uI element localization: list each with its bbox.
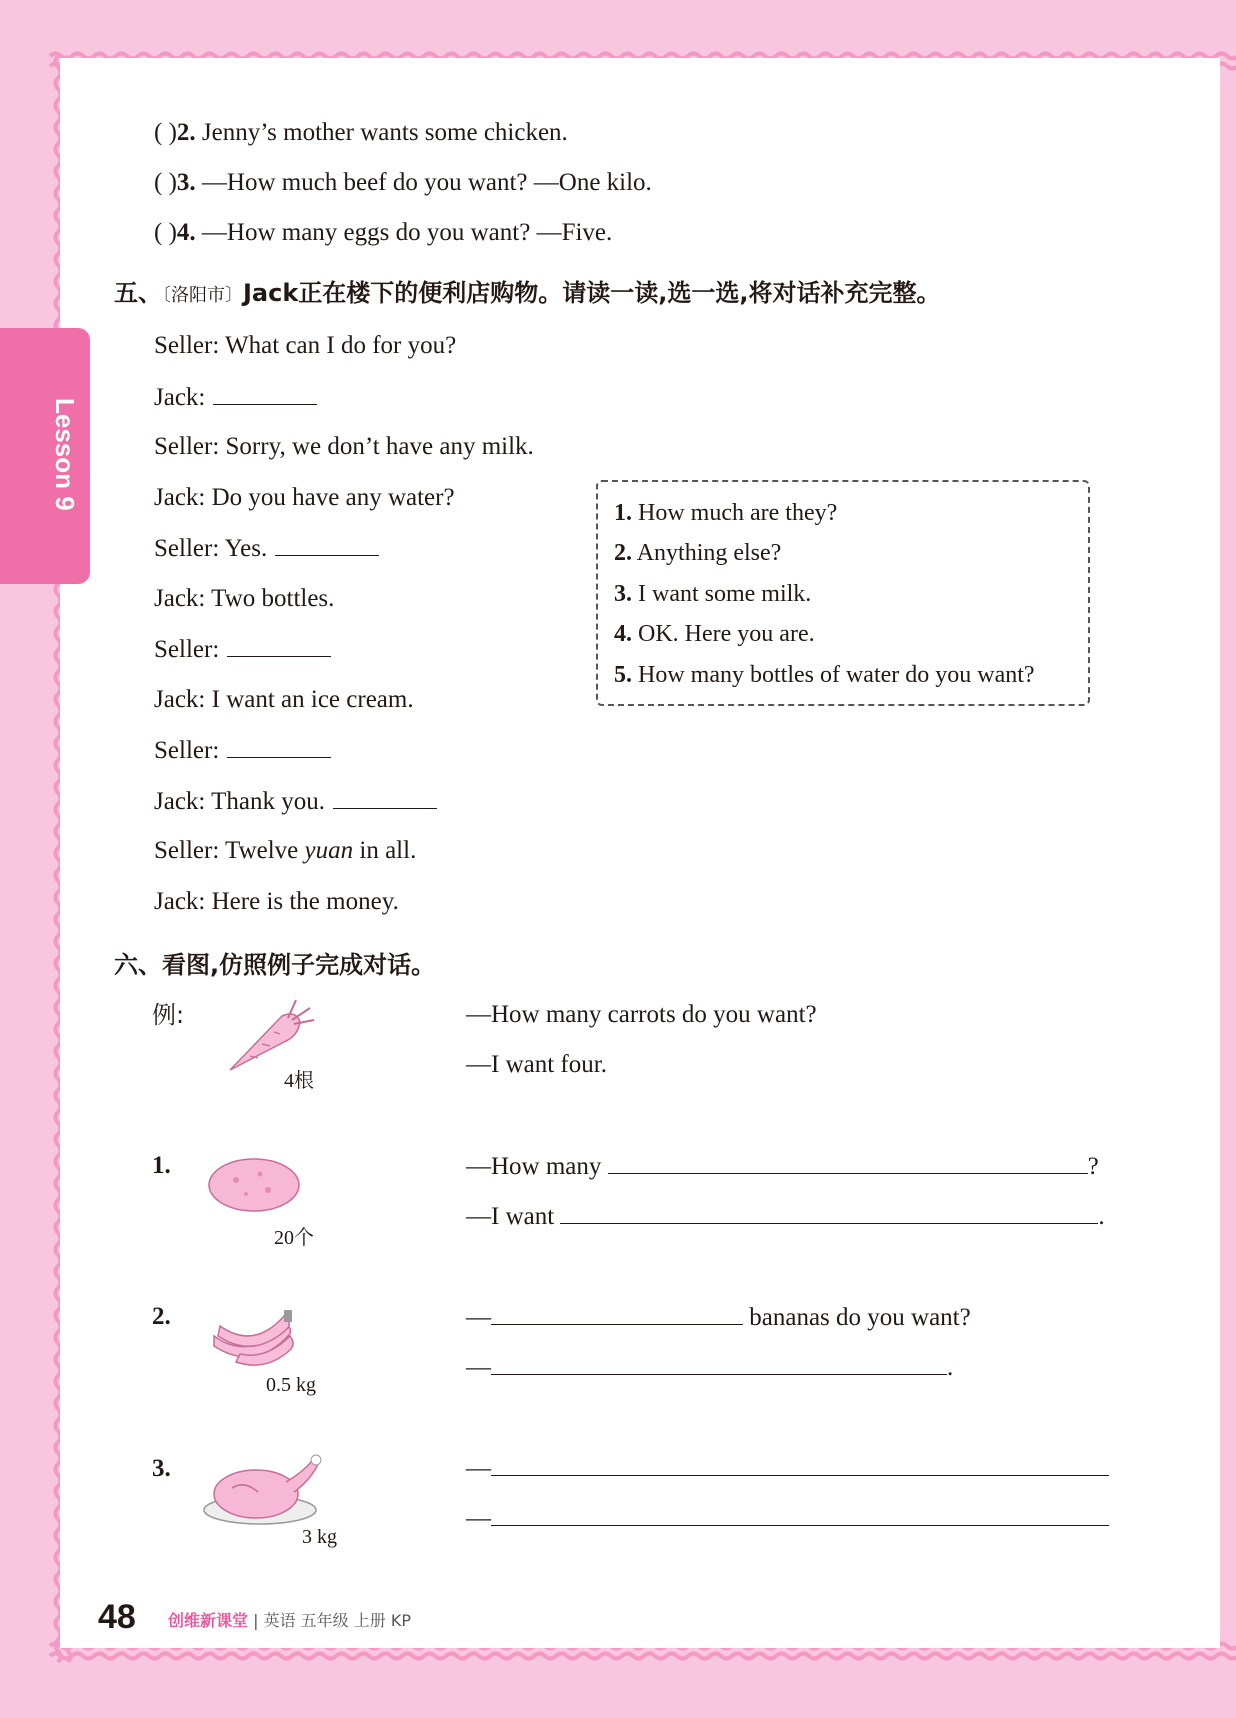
item-3-number: 3. bbox=[152, 1455, 171, 1482]
item-2-question: — bananas do you want? bbox=[466, 1304, 971, 1331]
judge-item-3: ( )3. —How much beef do you want? —One kilo. bbox=[154, 169, 652, 196]
item-2-quantity: 0.5 kg bbox=[266, 1374, 316, 1396]
judge-item-4: ( )4. —How many eggs do you want? —Five. bbox=[154, 219, 613, 246]
example-question: —How many carrots do you want? bbox=[466, 1001, 817, 1028]
answer-blank[interactable] bbox=[275, 533, 379, 556]
item-1-answer: —I want . bbox=[466, 1203, 1105, 1230]
item-3-question: — bbox=[466, 1453, 1109, 1484]
answer-parentheses[interactable]: ( ) bbox=[154, 219, 177, 246]
page-number: 48 bbox=[98, 1598, 136, 1636]
item-1-question: —How many ? bbox=[466, 1153, 1099, 1180]
dialogue-line: Seller: Twelve yuan in all. bbox=[154, 837, 417, 864]
answer-blank[interactable] bbox=[491, 1302, 743, 1325]
example-label: 例: bbox=[152, 1001, 185, 1029]
source-tag: 〔洛阳市〕 bbox=[162, 285, 243, 306]
dialogue-line: Jack: Thank you. bbox=[154, 786, 437, 817]
item-3-quantity: 3 kg bbox=[302, 1526, 337, 1548]
option-3: 3. I want some milk. bbox=[614, 581, 812, 607]
answer-blank[interactable] bbox=[213, 382, 317, 405]
dialogue-line: Seller: bbox=[154, 735, 331, 766]
item-2-answer: — . bbox=[466, 1354, 954, 1381]
dialogue-line: Seller: Yes. bbox=[154, 533, 379, 564]
section-6-heading: 六、看图,仿照例子完成对话。 bbox=[114, 951, 436, 979]
option-1: 1. How much are they? bbox=[614, 500, 838, 526]
lesson-tab-label bbox=[49, 398, 80, 428]
footer-info: 创维新课堂 | 英语 五年级 上册 KP bbox=[168, 1611, 411, 1630]
item-3-answer: — bbox=[466, 1503, 1109, 1534]
item-1-number: 1. bbox=[152, 1152, 171, 1179]
judge-item-2: ( )2. Jenny’s mother wants some chicken. bbox=[154, 119, 568, 146]
answer-parentheses[interactable]: ( ) bbox=[154, 119, 177, 146]
dialogue-line: Seller: bbox=[154, 634, 331, 665]
option-5: 5. How many bottles of water do you want? bbox=[614, 662, 1035, 688]
answer-blank[interactable] bbox=[608, 1151, 1088, 1174]
option-2: 2. Anything else? bbox=[614, 540, 782, 566]
answer-blank[interactable] bbox=[560, 1201, 1098, 1224]
item-1-quantity: 20个 bbox=[274, 1227, 314, 1249]
brand-name: 创维新课堂 bbox=[168, 1611, 249, 1630]
answer-blank[interactable] bbox=[491, 1453, 1109, 1476]
section-5-heading: 五、〔洛阳市〕Jack正在楼下的便利店购物。请读一读,选一选,将对话补充完整。 bbox=[114, 279, 941, 307]
dialogue-line: Jack: bbox=[154, 382, 317, 413]
answer-blank[interactable] bbox=[227, 634, 331, 657]
answer-blank[interactable] bbox=[333, 786, 437, 809]
options-box bbox=[596, 480, 1090, 706]
example-answer: —I want four. bbox=[466, 1051, 607, 1078]
potato-image bbox=[206, 1156, 302, 1214]
dialogue-line: Jack: Here is the money. bbox=[154, 887, 399, 915]
dialogue-line: Jack: I want an ice cream. bbox=[154, 685, 414, 713]
answer-blank[interactable] bbox=[491, 1503, 1109, 1526]
answer-blank[interactable] bbox=[227, 735, 331, 758]
item-2-number: 2. bbox=[152, 1303, 171, 1330]
example-quantity: 4根 bbox=[284, 1070, 314, 1092]
roast-chicken-image bbox=[202, 1452, 328, 1528]
dialogue-line: Seller: Sorry, we don’t have any milk. bbox=[154, 433, 534, 460]
dialogue-line: Jack: Two bottles. bbox=[154, 584, 335, 612]
option-4: 4. OK. Here you are. bbox=[614, 621, 815, 647]
banana-image bbox=[210, 1306, 300, 1372]
answer-parentheses[interactable]: ( ) bbox=[154, 169, 177, 196]
answer-blank[interactable] bbox=[491, 1352, 947, 1375]
dialogue-line: Seller: What can I do for you? bbox=[154, 332, 457, 359]
dialogue-line: Jack: Do you have any water? bbox=[154, 483, 455, 511]
